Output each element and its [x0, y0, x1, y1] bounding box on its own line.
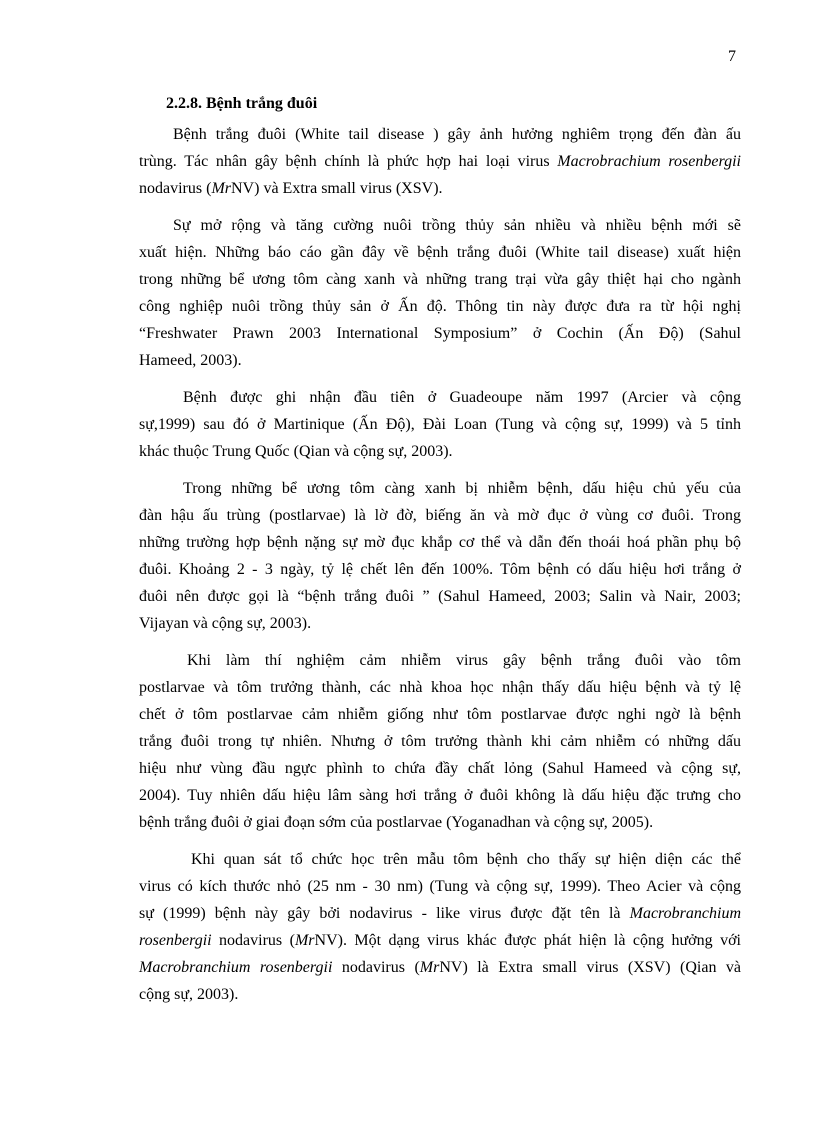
italic-term: Mr [419, 959, 440, 976]
text-line: khác thuộc Trung Quốc (Qian và cộng sự, 2003). [139, 443, 453, 460]
italic-term: Macrobranchium rosenbergii [139, 959, 333, 976]
text-line: đuôi nên được gọi là “bệnh trắng đuôi ” (Sahul Hameed, 2003; Salin và Nair, 2003; [139, 588, 741, 605]
text-line: Macrobranchium rosenbergii nodavirus (MrNV) là Extra small virus (XSV) (Qian và [139, 959, 741, 976]
text-line: những trường hợp bệnh nặng sự mờ đục khắp cơ thể và dẫn đến thoái hoá phần phụ bộ [139, 534, 741, 551]
italic-term: Mr [211, 180, 231, 197]
text-line: “Freshwater Prawn 2003 International Symposium” ở Cochin (Ấn Độ) (Sahul [139, 325, 741, 342]
text-line: Vijayan và cộng sự, 2003). [139, 615, 312, 632]
text-line: Bệnh trắng đuôi (White tail disease ) gây ảnh hưởng nghiêm trọng đến đàn ấu [173, 126, 741, 143]
text-line: trùng. Tác nhân gây bệnh chính là phức hợp hai loại virus Macrobrachium rosenbergii [139, 153, 741, 170]
text-line: công nghiệp nuôi trồng thủy sản ở Ấn độ. Thông tin này được đưa ra từ hội nghị [139, 298, 741, 315]
italic-term: rosenbergii [139, 932, 212, 949]
text-line: Hameed, 2003). [139, 352, 242, 369]
text-line: 2004). Tuy nhiên dấu hiệu lâm sàng hơi trắng ở đuôi không là dấu hiệu đặc trưng cho [139, 787, 741, 804]
paragraph [139, 212, 741, 374]
italic-term: Macrobranchium [629, 905, 741, 922]
text-line: đuôi. Khoảng 2 - 3 ngày, tỷ lệ chết lên đến 100%. Tôm bệnh có dấu hiệu hơi trắng ở [139, 561, 741, 578]
text-line: đàn hậu ấu trùng (postlarvae) là lờ đờ, biếng ăn và mờ đục ở vùng cơ đuôi. Trong [139, 507, 741, 524]
text-line: rosenbergii nodavirus (MrNV). Một dạng virus khác được phát hiện là cộng hưởng với [139, 932, 741, 949]
paragraph [139, 384, 741, 465]
text-line: sự (1999) bệnh này gây bởi nodavirus - like virus được đặt tên là Macrobranchium [139, 905, 741, 922]
italic-term: Mr [294, 932, 315, 949]
paragraph [139, 121, 741, 202]
text-line: Trong những bể ương tôm càng xanh bị nhiễm bệnh, dấu hiệu chủ yếu của [183, 480, 741, 497]
text-line: bệnh trắng đuôi ở giai đoạn sớm của postlarvae (Yoganadhan và cộng sự, 2005). [139, 814, 654, 831]
italic-term: Macrobrachium rosenbergii [557, 153, 741, 170]
text-line: chết ở tôm postlarvae cảm nhiễm giống như tôm postlarvae được nghi ngờ là bệnh [139, 706, 741, 723]
text-line: postlarvae và tôm trưởng thành, các nhà khoa học nhận thấy dấu hiệu bệnh và tỷ lệ [139, 679, 741, 696]
body-text [139, 121, 741, 1018]
text-line: trắng đuôi trong tự nhiên. Nhưng ở tôm trưởng thành khi cảm nhiễm có những dấu [139, 733, 741, 750]
paragraph [139, 647, 741, 836]
text-line: Sự mở rộng và tăng cường nuôi trồng thủy sản nhiều và nhiều bệnh mới sẽ [173, 217, 741, 234]
text-line: Bệnh được ghi nhận đầu tiên ở Guadeoupe năm 1997 (Arcier và cộng [183, 389, 741, 406]
text-line: sự,1999) sau đó ở Martinique (Ấn Độ), Đài Loan (Tung và cộng sự, 1999) và 5 tỉnh [139, 416, 741, 433]
paragraph [139, 475, 741, 637]
text-line: hiệu như vùng đầu ngực phình to chứa đầy chất lỏng (Sahul Hameed và cộng sự, [139, 760, 741, 777]
text-line: nodavirus (MrNV) và Extra small virus (XSV). [139, 180, 443, 197]
section-heading: 2.2.8. Bệnh trắng đuôi [166, 95, 318, 112]
text-line: virus có kích thước nhỏ (25 nm - 30 nm) (Tung và cộng sự, 1999). Theo Acier và cộng [139, 878, 741, 895]
text-line: trong những bể ương tôm càng xanh và những trang trại vừa gây thiệt hại cho ngành [139, 271, 741, 288]
text-line: Khi làm thí nghiệm cảm nhiễm virus gây bệnh trắng đuôi vào tôm [187, 652, 741, 669]
text-line: cộng sự, 2003). [139, 986, 239, 1003]
text-line: Khi quan sát tổ chức học trên mẫu tôm bệnh cho thấy sự hiện diện các thể [191, 851, 741, 868]
paragraph [139, 846, 741, 1008]
page-number: 7 [728, 48, 736, 65]
text-line: xuất hiện. Những báo cáo gần đây về bệnh trắng đuôi (White tail disease) xuất hiện [139, 244, 741, 261]
